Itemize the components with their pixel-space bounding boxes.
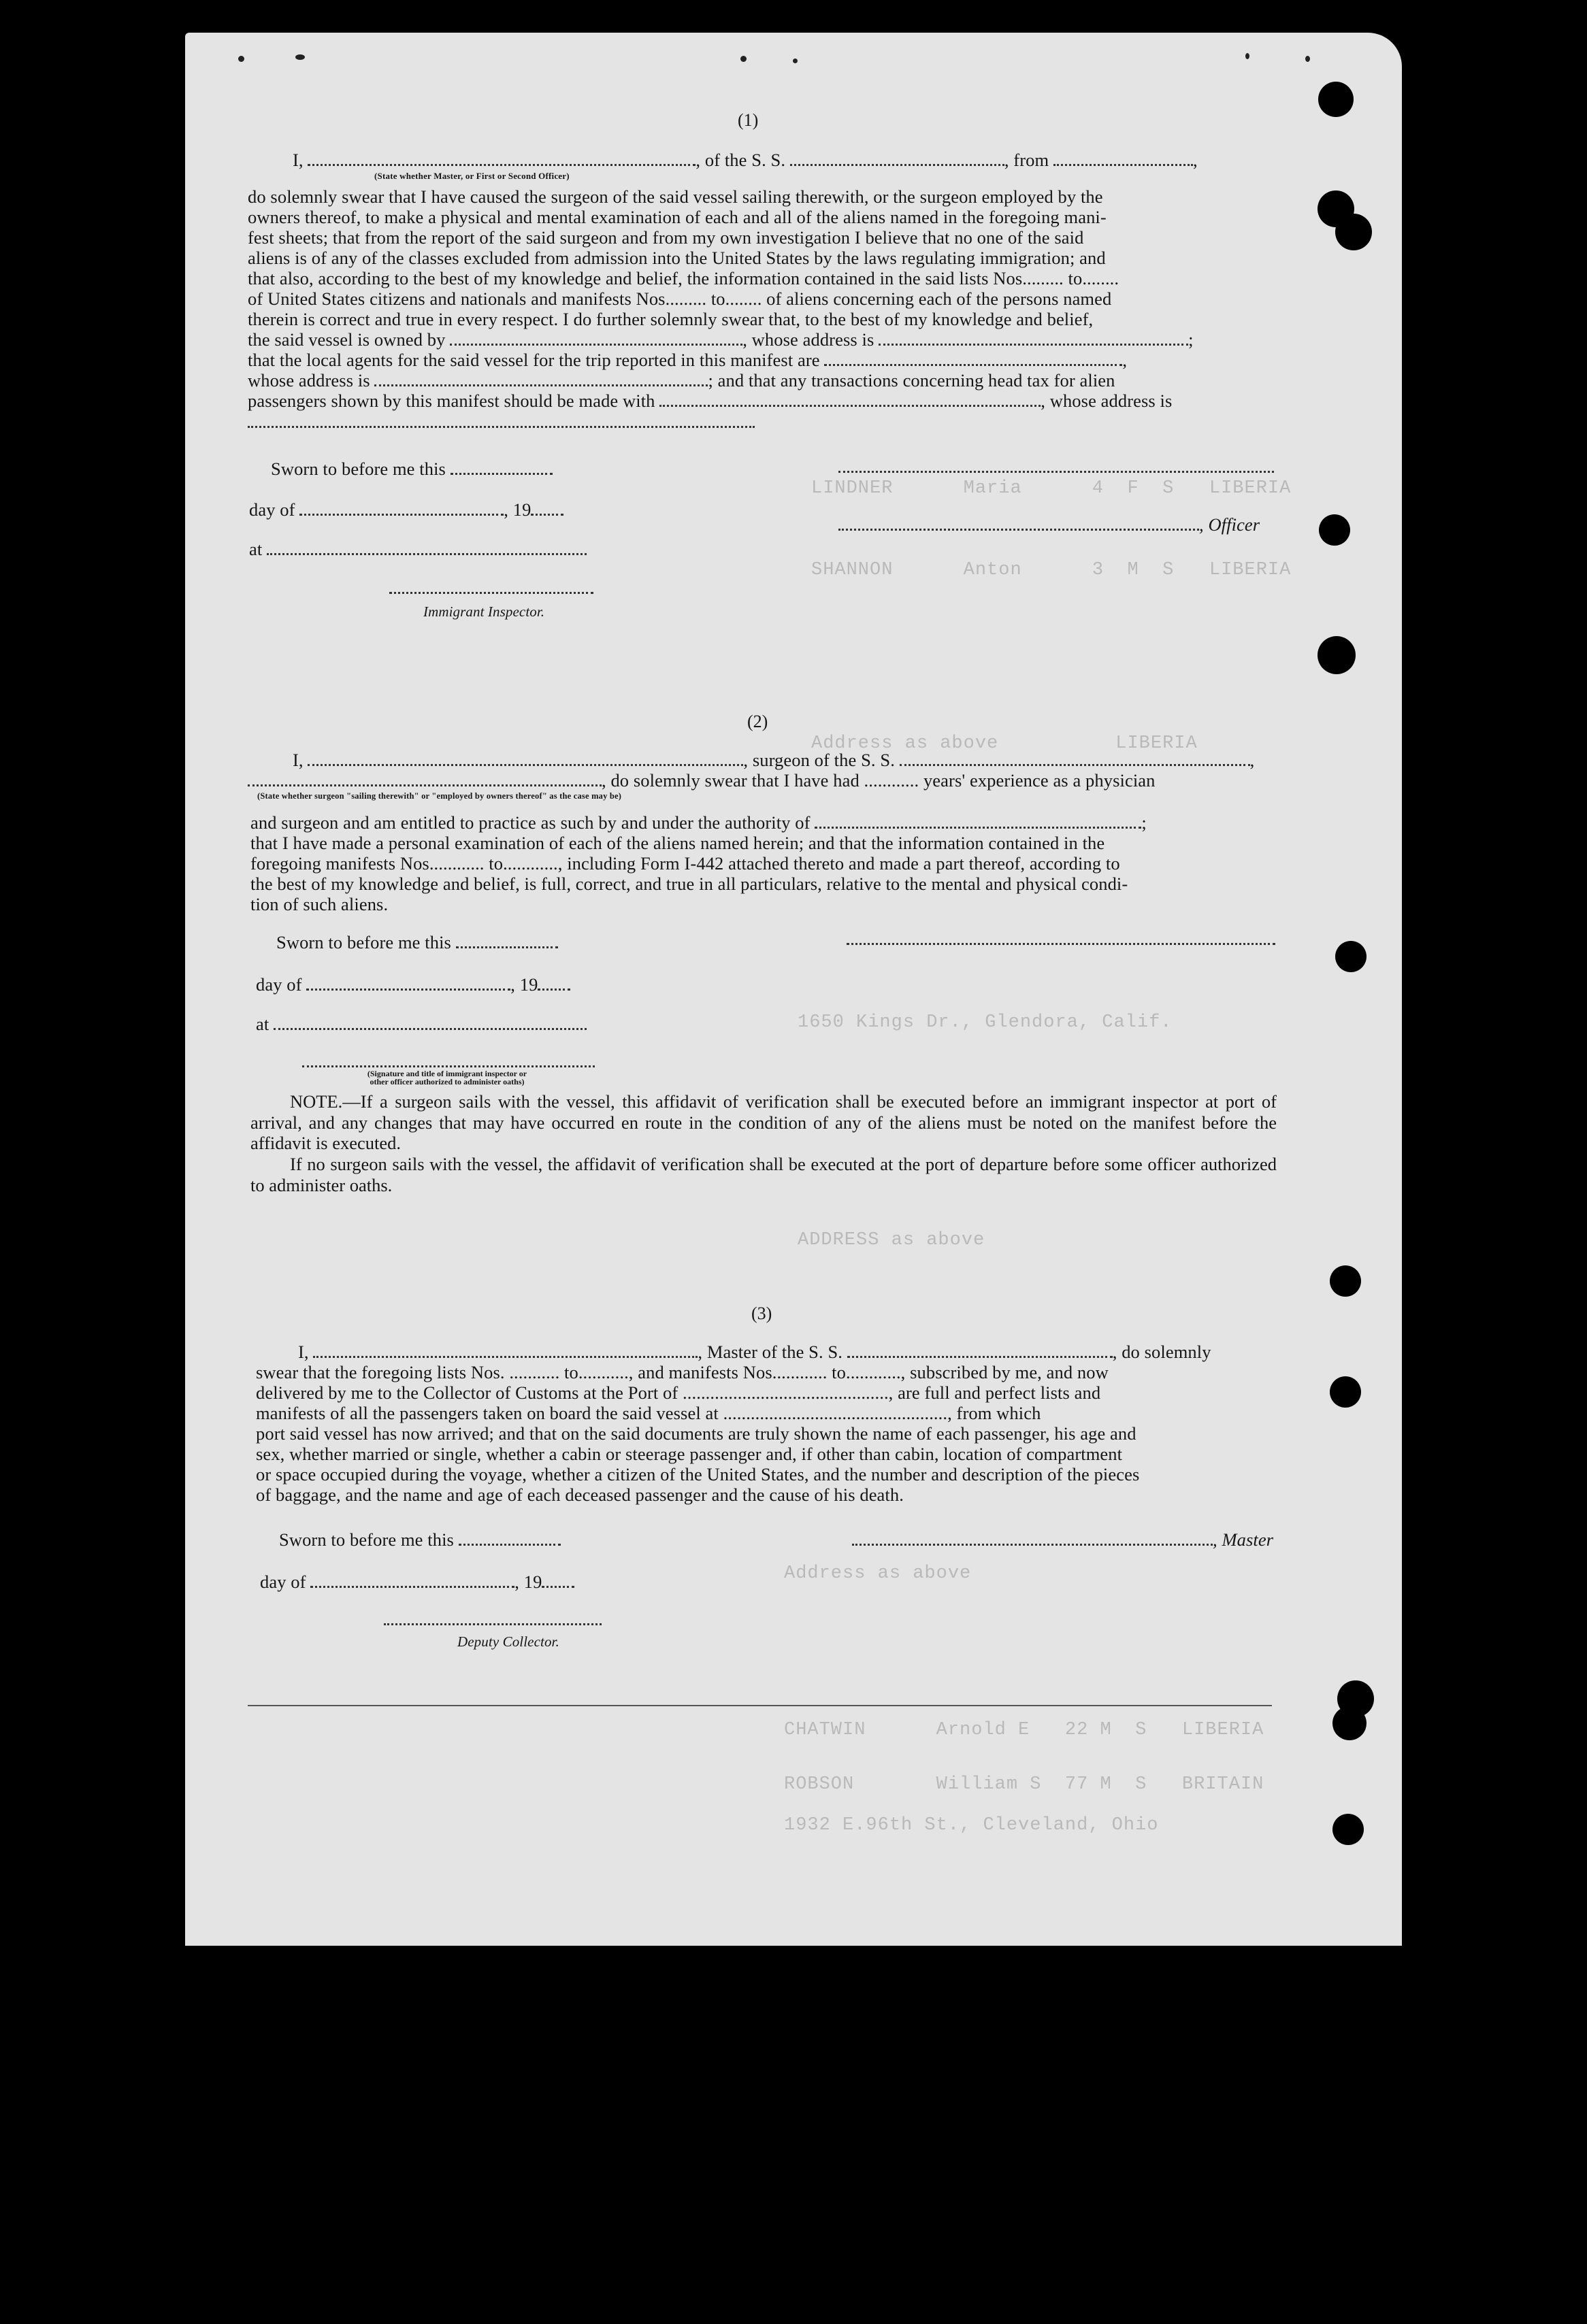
bleed-through-line: ADDRESS as above — [798, 1230, 985, 1250]
bleed-through-line: 1932 E.96th St., Cleveland, Ohio — [784, 1815, 1159, 1836]
speck — [295, 54, 305, 60]
section-2-day-line: day of , 19 — [256, 974, 570, 995]
section-3-text-line: manifests of all the passengers taken on board the said vessel at ................................................., from which — [256, 1403, 1041, 1423]
section-1-number: (1) — [738, 110, 759, 130]
section-3-text-line: delivered by me to the Collector of Customs at the Port of ............................................., are full and perfect lists and — [256, 1382, 1101, 1403]
punch-hole — [1330, 1376, 1361, 1408]
bleed-through-line: ROBSON William S 77 M S BRITAIN — [784, 1774, 1264, 1795]
punch-hole — [1335, 941, 1367, 972]
bleed-through-line: Address as above — [784, 1563, 972, 1584]
section-2-number: (2) — [747, 712, 768, 731]
speck — [740, 56, 747, 62]
section-2-note-2: If no surgeon sails with the vessel, the affidavit of verification shall be executed at the port of departure before some officer authorized to administer oaths. — [250, 1154, 1277, 1195]
section-3-number: (3) — [751, 1304, 772, 1323]
speck — [793, 59, 798, 63]
bottom-rule — [248, 1705, 1272, 1706]
punch-hole — [1318, 636, 1356, 674]
section-2-first-line: I, , surgeon of the S. S. , — [293, 750, 1255, 770]
section-2-signature-caption-2: other officer authorized to administer oaths) — [370, 1077, 525, 1086]
punch-hole — [1332, 1814, 1364, 1845]
deputy-collector-label: Deputy Collector. — [457, 1633, 559, 1650]
speck — [238, 56, 244, 62]
section-3-text-line: sex, whether married or single, whether a cabin or steerage passenger and, if other than cabin, location of compartment — [256, 1444, 1123, 1464]
punch-hole — [1330, 1265, 1361, 1297]
section-1-text-line: therein is correct and true in every respect. I do further solemnly swear that, to the best of my knowledge and belief, — [248, 309, 1094, 329]
section-1-first-line: I, , of the S. S. , from , — [293, 150, 1198, 170]
section-2-second-line: , do solemnly swear that I have had ............ years' experience as a physician — [248, 770, 1156, 791]
section-3-day-line: day of , 19 — [260, 1572, 574, 1593]
section-3-master-line: , Master — [852, 1529, 1273, 1550]
section-1-text-line: do solemnly swear that I have caused the surgeon of the said vessel sailing therewith, or the surgeon employed by the — [248, 186, 1103, 207]
section-1-text-line: of United States citizens and nationals and manifests Nos......... to........ of aliens concerning each of the persons named — [248, 288, 1112, 309]
section-3-first-line: I, , Master of the S. S. , do solemnly — [298, 1342, 1211, 1362]
section-3-text-line: of baggage, and the name and age of each deceased passenger and the cause of his death. — [256, 1484, 904, 1505]
punch-hole — [1318, 82, 1354, 117]
section-2-note: NOTE.—If a surgeon sails with the vessel, this affidavit of verification shall be executed before an immigrant inspector at port of arrival, and any changes that may have occurred en route in the condition of any of the aliens must be noted on the manifest before the affidavit is executed. — [250, 1091, 1277, 1153]
section-1-text-line: owners thereof, to make a physical and mental examination of each and all of the aliens named in the foregoing mani- — [248, 207, 1107, 227]
punch-hole — [1335, 214, 1372, 250]
bleed-through-line: CHATWIN Arnold E 22 M S LIBERIA — [784, 1720, 1264, 1740]
speck — [1245, 53, 1249, 59]
section-1-text-line: that also, according to the best of my knowledge and belief, the information contained in the said lists Nos......... to........ — [248, 268, 1119, 288]
section-1-address-line: whose address is ; and that any transactions concerning head tax for alien — [248, 370, 1115, 391]
section-2-sworn-line: Sworn to before me this — [276, 932, 558, 953]
section-3-text-line: swear that the foregoing lists Nos. ........... to..........., and manifests Nos............ to............, subscribed by me, and now — [256, 1362, 1109, 1382]
section-2-text-line: the best of my knowledge and belief, is full, correct, and true in all particulars, relative to the mental and physical condi- — [250, 874, 1128, 894]
section-2-text-line: foregoing manifests Nos............ to............, including Form I-442 attached thereto and made a part thereof, according to — [250, 853, 1120, 874]
section-2-authority-line: and surgeon and am entitled to practice as such by and under the authority of ; — [250, 812, 1147, 833]
section-1-owner-line: the said vessel is owned by , whose address is ; — [248, 329, 1194, 350]
section-2-signature-caption-1: (Signature and title of immigrant inspector or — [367, 1069, 527, 1078]
section-3-text-line: port said vessel has now arrived; and that on the said documents are truly shown the name of each passenger, his age and — [256, 1423, 1136, 1444]
bleed-through-line: 1650 Kings Dr., Glendora, Calif. — [798, 1012, 1173, 1033]
section-1-text-line: aliens is of any of the classes excluded from admission into the United States by the laws regulating immigration; and — [248, 248, 1106, 268]
section-1-sworn-line: Sworn to before me this — [271, 459, 553, 480]
section-2-text-line: tion of such aliens. — [250, 894, 389, 914]
section-1-day-line: day of , 19 — [249, 499, 563, 520]
surgeon-signature-line — [847, 940, 1275, 945]
section-1-at-line: at — [249, 539, 587, 560]
section-3-sworn-line: Sworn to before me this — [279, 1529, 561, 1550]
bleed-through-line: SHANNON Anton 3 M S LIBERIA — [811, 560, 1292, 580]
section-1-passengers-line: passengers shown by this manifest should be made with , whose address is — [248, 391, 1173, 411]
punch-hole — [1332, 1706, 1367, 1740]
section-1-officer-line: , Officer — [838, 514, 1260, 535]
section-1-caption: (State whether Master, or First or Second Officer) — [374, 171, 570, 181]
officer-signature-line — [838, 468, 1274, 473]
punch-hole — [1319, 514, 1350, 546]
section-1-agents-line: that the local agents for the said vessel for the trip reported in this manifest are , — [248, 350, 1128, 370]
section-2-text-line: that I have made a personal examination of each of the aliens named herein; and that the information contained in the — [250, 833, 1105, 853]
immigrant-inspector-label: Immigrant Inspector. — [423, 603, 545, 620]
section-1-text-line: fest sheets; that from the report of the said surgeon and from my own investigation I believe that no one of the said — [248, 227, 1084, 248]
manifest-back-page — [185, 33, 1402, 1946]
speck — [1305, 56, 1310, 62]
section-2-caption: (State whether surgeon "sailing therewith" or "employed by owners thereof" as the case may be) — [257, 791, 622, 801]
bleed-through-line: Address as above LIBERIA — [811, 733, 1198, 754]
section-3-text-line: or space occupied during the voyage, whether a citizen of the United States, and the number and description of the pieces — [256, 1464, 1140, 1484]
bleed-through-line: LINDNER Maria 4 F S LIBERIA — [811, 478, 1292, 499]
section-2-at-line: at — [256, 1014, 587, 1035]
